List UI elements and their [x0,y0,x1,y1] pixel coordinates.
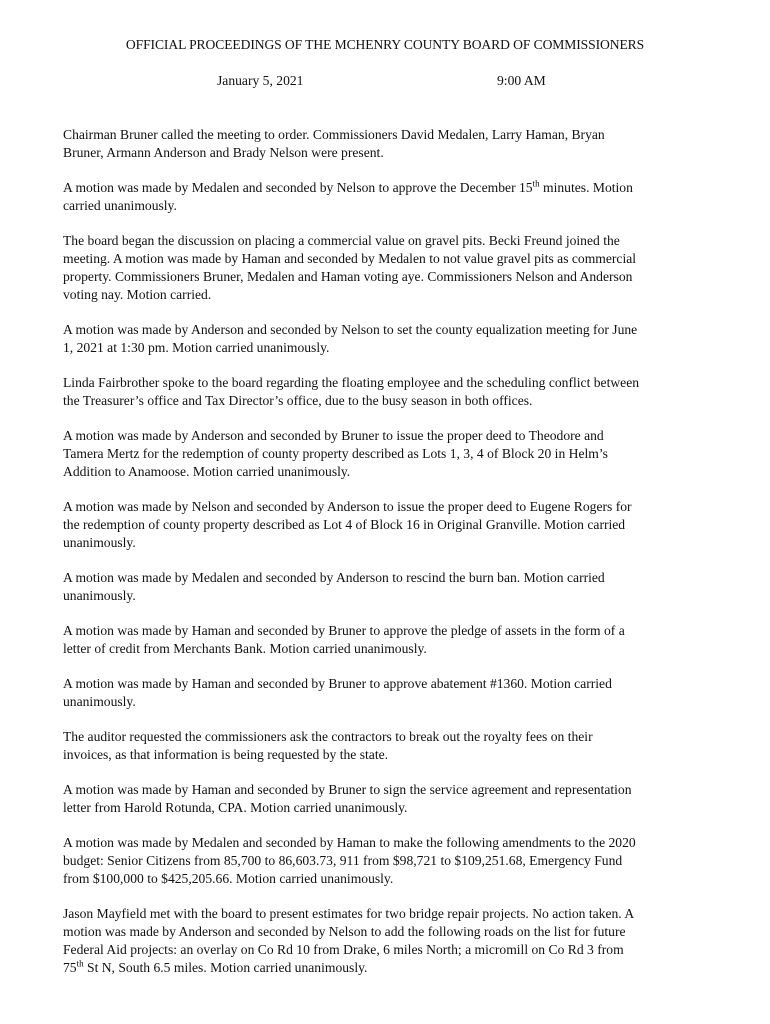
paragraph-burn-ban: A motion was made by Medalen and seconded by Anderson to rescind the burn ban. Motion carried unanimously. [63,570,605,603]
paragraph-text: A motion was made by Medalen and seconded by Nelson to approve the December 15 [63,180,533,195]
paragraph-floating-employee: Linda Fairbrother spoke to the board regarding the floating employee and the scheduling conflict between the Treasurer’s office and Tax Director’s office, due to the busy season in both offices. [63,375,640,408]
paragraph-text: minutes. Motion carried unanimously. [63,180,633,213]
paragraph-text: St N, South 6.5 miles. Motion carried unanimously. [83,960,368,975]
meeting-time: 9:00 AM [497,73,546,88]
paragraph-service-agreement: A motion was made by Haman and seconded by Bruner to sign the service agreement and representation letter from Harold Rotunda, CPA. Motion carried unanimously. [63,782,632,815]
paragraph-budget-amendments: A motion was made by Medalen and seconded by Haman to make the following amendments to the 2020 budget: Senior Citizens from 85,700 to 86,603.73, 911 from $98,721 to $109,251.68, Emergency Fund from $100,000 to $425,205.66. Motion carried unanimously. [63,835,636,886]
document-title: OFFICIAL PROCEEDINGS OF THE MCHENRY COUNTY BOARD OF COMMISSIONERS [125,37,645,52]
paragraph-royalty-fees: The auditor requested the commissioners ask the contractors to break out the royalty fees on their invoices, as that information is being requested by the state. [63,729,593,762]
ordinal-suffix: th [76,958,84,969]
meeting-date: January 5, 2021 [217,73,304,88]
paragraph-pledge-of-assets: A motion was made by Haman and seconded by Bruner to approve the pledge of assets in the form of a letter of credit from Merchants Bank. Motion carried unanimously. [63,623,625,656]
paragraph-call-to-order: Chairman Bruner called the meeting to order. Commissioners David Medalen, Larry Haman, Bryan Bruner, Armann Anderson and Brady Nelson were present. [63,127,605,160]
paragraph-gravel-pits: The board began the discussion on placing a commercial value on gravel pits. Becki Freund joined the meeting. A motion was made by Haman and seconded by Medalen to not value gravel pits as commercial property. Commissioners Bruner, Medalen and Haman voting aye. Commissioners Nelson and Anderson voting nay. Motion carried. [63,233,637,302]
paragraph-deed-mertz: A motion was made by Anderson and seconded by Bruner to issue the proper deed to Theodore and Tamera Mertz for the redemption of county property described as Lots 1, 3, 4 of Block 20 in Helm’s Addition to Anamoose. Motion carried unanimously. [63,428,608,479]
paragraph-equalization-meeting: A motion was made by Anderson and seconded by Nelson to set the county equalization meeting for June 1, 2021 at 1:30 pm. Motion carried unanimously. [63,322,638,355]
paragraph-text: Jason Mayfield met with the board to present estimates for two bridge repair projects. No action taken. A motion was made by Anderson and seconded by Nelson to add the following roads on the list for future Federal Aid projects: an overlay on Co Rd 10 from Drake, 6 miles North; a micromill on Co Rd 3 from 75 [63,906,635,975]
ordinal-suffix: th [532,178,540,189]
paragraph-abatement: A motion was made by Haman and seconded by Bruner to approve abatement #1360. Motion carried unanimously. [63,676,612,709]
paragraph-approve-minutes [63,179,713,215]
paragraph-bridge-projects [63,905,713,977]
paragraph-deed-rogers: A motion was made by Nelson and seconded by Anderson to issue the proper deed to Eugene Rogers for the redemption of county property described as Lot 4 of Block 16 in Original Granville. Motion carried unanimously. [63,499,632,550]
minutes-body [63,126,713,994]
